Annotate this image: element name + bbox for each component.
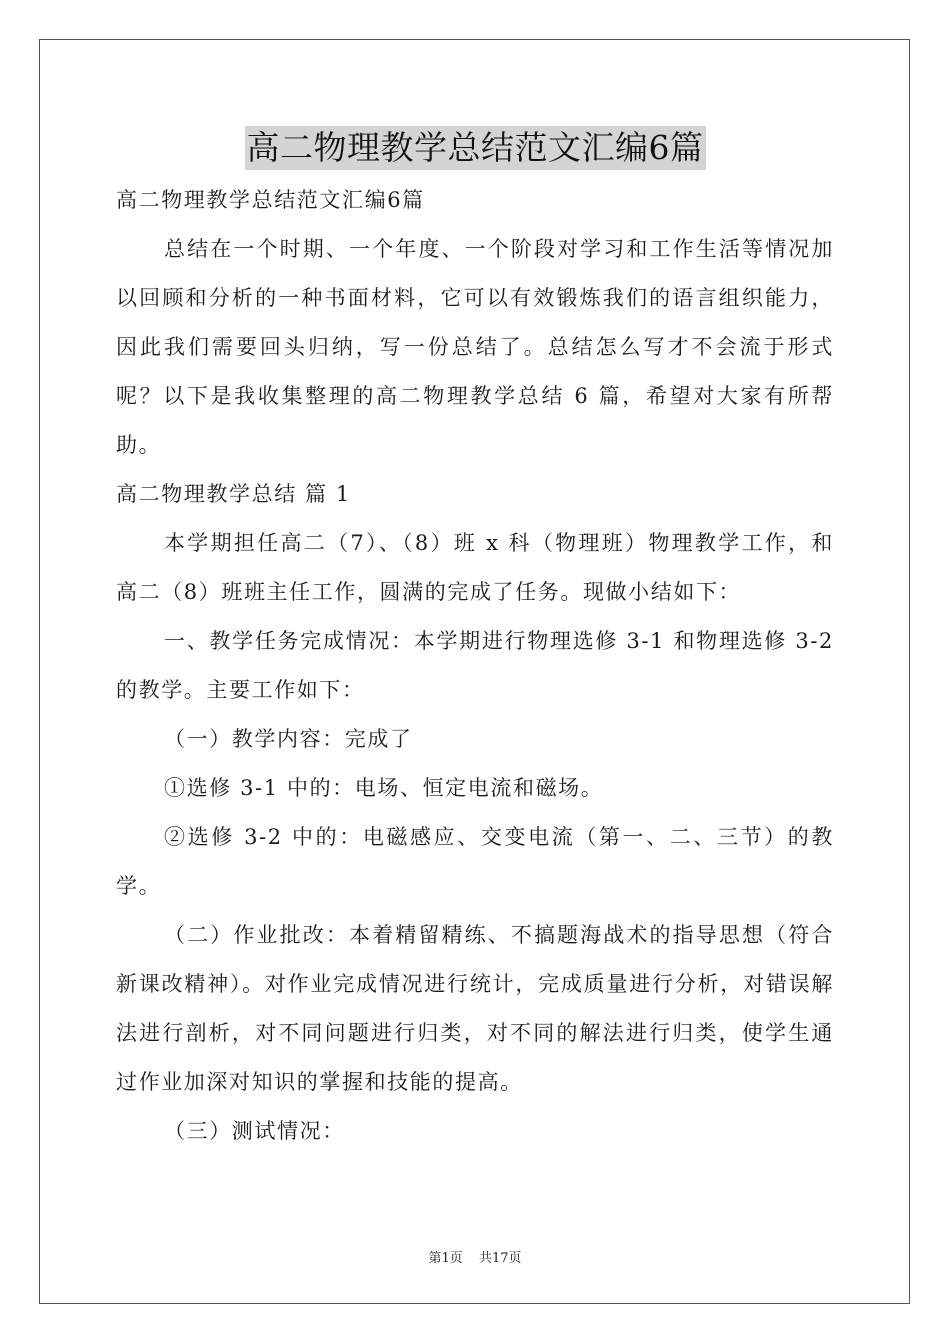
subtitle-line: 高二物理教学总结范文汇编6篇 (116, 188, 425, 212)
title-container (0, 126, 950, 170)
document-title: 高二物理教学总结范文汇编6篇 (245, 126, 706, 170)
body-paragraph: 一、教学任务完成情况：本学期进行物理选修 3-1 和物理选修 3-2 的教学。主要工作如下： (116, 629, 834, 702)
body-paragraph: ②选修 3-2 中的：电磁感应、交变电流（第一、二、三节）的教学。 (116, 825, 834, 898)
page-total: 共17页 (478, 1251, 522, 1266)
intro-paragraph: 总结在一个时期、一个年度、一个阶段对学习和工作生活等情况加以回顾和分析的一种书面材料，它可以有效锻炼我们的语言组织能力，因此我们需要回头归纳，写一份总结了。总结怎么写才不会流于形式呢？以下是我收集整理的高二物理教学总结 6 篇，希望对大家有所帮助。 (116, 237, 834, 457)
section-heading: 高二物理教学总结 篇 1 (116, 482, 351, 506)
page-number: 第1页 (428, 1251, 463, 1266)
document-body (116, 176, 834, 1156)
body-paragraph: （三）测试情况： (164, 1119, 345, 1143)
body-paragraph: 本学期担任高二（7）、（8）班 x 科（物理班）物理教学工作，和高二（8）班班主任工作，圆满的完成了任务。现做小结如下： (116, 531, 834, 604)
body-paragraph: ①选修 3-1 中的：电场、恒定电流和磁场。 (164, 776, 604, 800)
page-footer (0, 1247, 950, 1266)
body-paragraph: （一）教学内容：完成了 (164, 727, 413, 751)
body-paragraph: （二）作业批改：本着精留精练、不搞题海战术的指导思想（符合新课改精神）。对作业完成情况进行统计，完成质量进行分析，对错误解法进行剖析，对不同问题进行归类，对不同的解法进行归类，使学生通过作业加深对知识的掌握和技能的提高。 (116, 923, 834, 1094)
